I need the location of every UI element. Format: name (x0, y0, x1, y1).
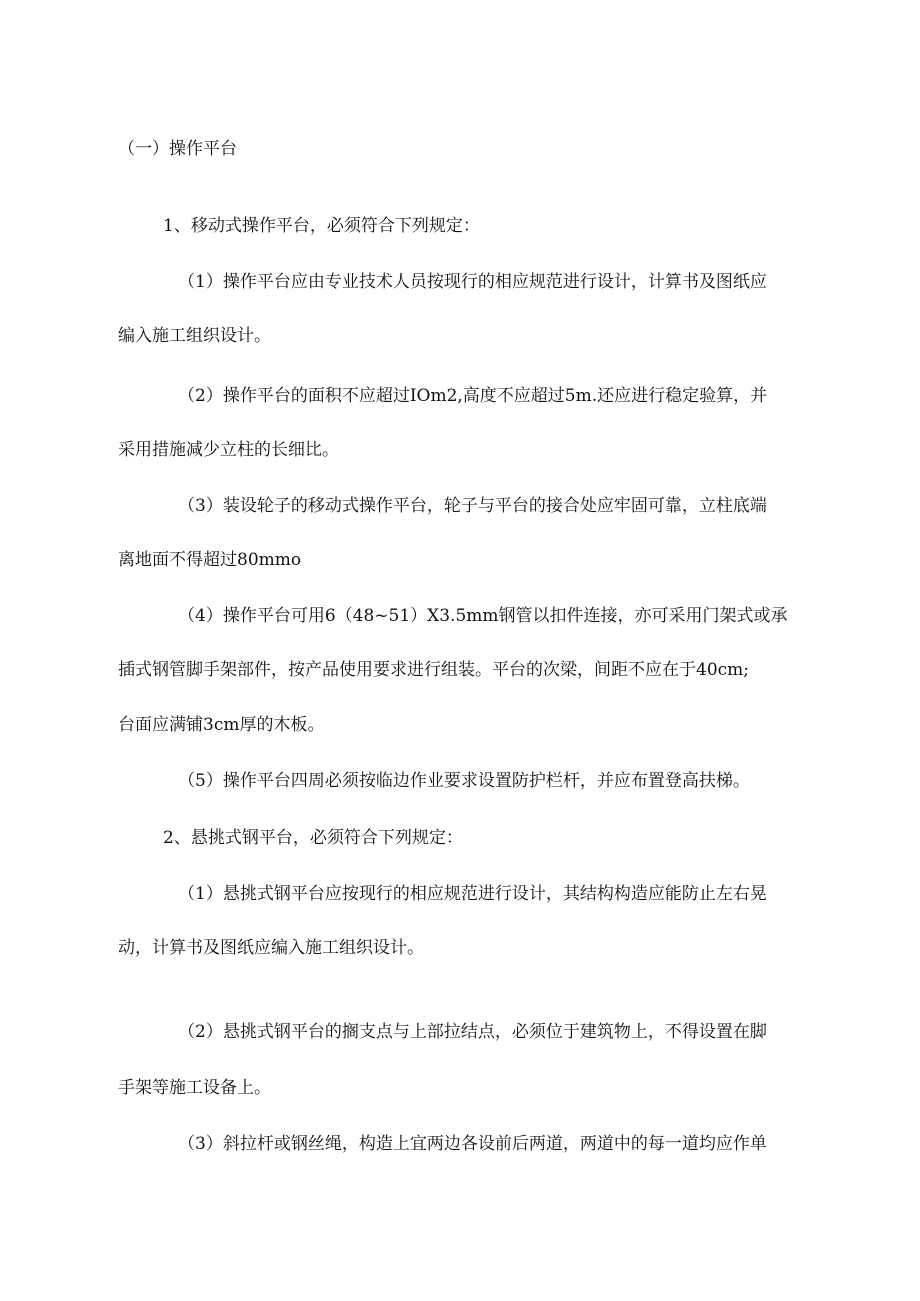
item1-title: 1、移动式操作平台，必须符合下列规定： (163, 216, 480, 236)
section-heading: （一）操作平台 (118, 139, 237, 159)
item2-p2-line2: 手架等施工设备上。 (118, 1078, 271, 1098)
item1-p2-line2: 采用措施减少立柱的长细比。 (118, 440, 339, 460)
item2-p3-line1: （3）斜拉杆或钢丝绳，构造上宜两边各设前后两道，两道中的每一道均应作单 (178, 1134, 767, 1154)
item2-p2-line1: （2）悬挑式钢平台的搁支点与上部拉结点，必须位于建筑物上，不得设置在脚 (178, 1022, 767, 1042)
item1-p3-line1: （3）装设轮子的移动式操作平台，轮子与平台的接合处应牢固可靠，立柱底端 (178, 496, 767, 516)
item1-p2-line1: （2）操作平台的面积不应超过IOm2,高度不应超过5m.还应进行稳定验算，并 (178, 386, 768, 406)
item1-p3-line2: 离地面不得超过80mmo (118, 550, 302, 570)
item2-p1-line2: 动，计算书及图纸应编入施工组织设计。 (118, 938, 424, 958)
item1-p5-line1: （5）操作平台四周必须按临边作业要求设置防护栏杆，并应布置登高扶梯。 (178, 771, 750, 791)
item2-p1-line1: （1）悬挑式钢平台应按现行的相应规范进行设计，其结构构造应能防止左右晃 (178, 884, 767, 904)
item1-p1-line1: （1）操作平台应由专业技术人员按现行的相应规范进行设计，计算书及图纸应 (178, 272, 767, 292)
item1-p4-line2: 插式钢管脚手架部件，按产品使用要求进行组装。平台的次梁，间距不应在于40cm; (118, 660, 749, 680)
item2-title: 2、悬挑式钢平台，必须符合下列规定： (163, 828, 463, 848)
item1-p4-line3: 台面应满铺3cm厚的木板。 (118, 715, 325, 735)
item1-p1-line2: 编入施工组织设计。 (118, 326, 271, 346)
item1-p4-line1: （4）操作平台可用6（48~51）X3.5mm钢管以扣件连接，亦可采用门架式或承 (178, 606, 788, 626)
